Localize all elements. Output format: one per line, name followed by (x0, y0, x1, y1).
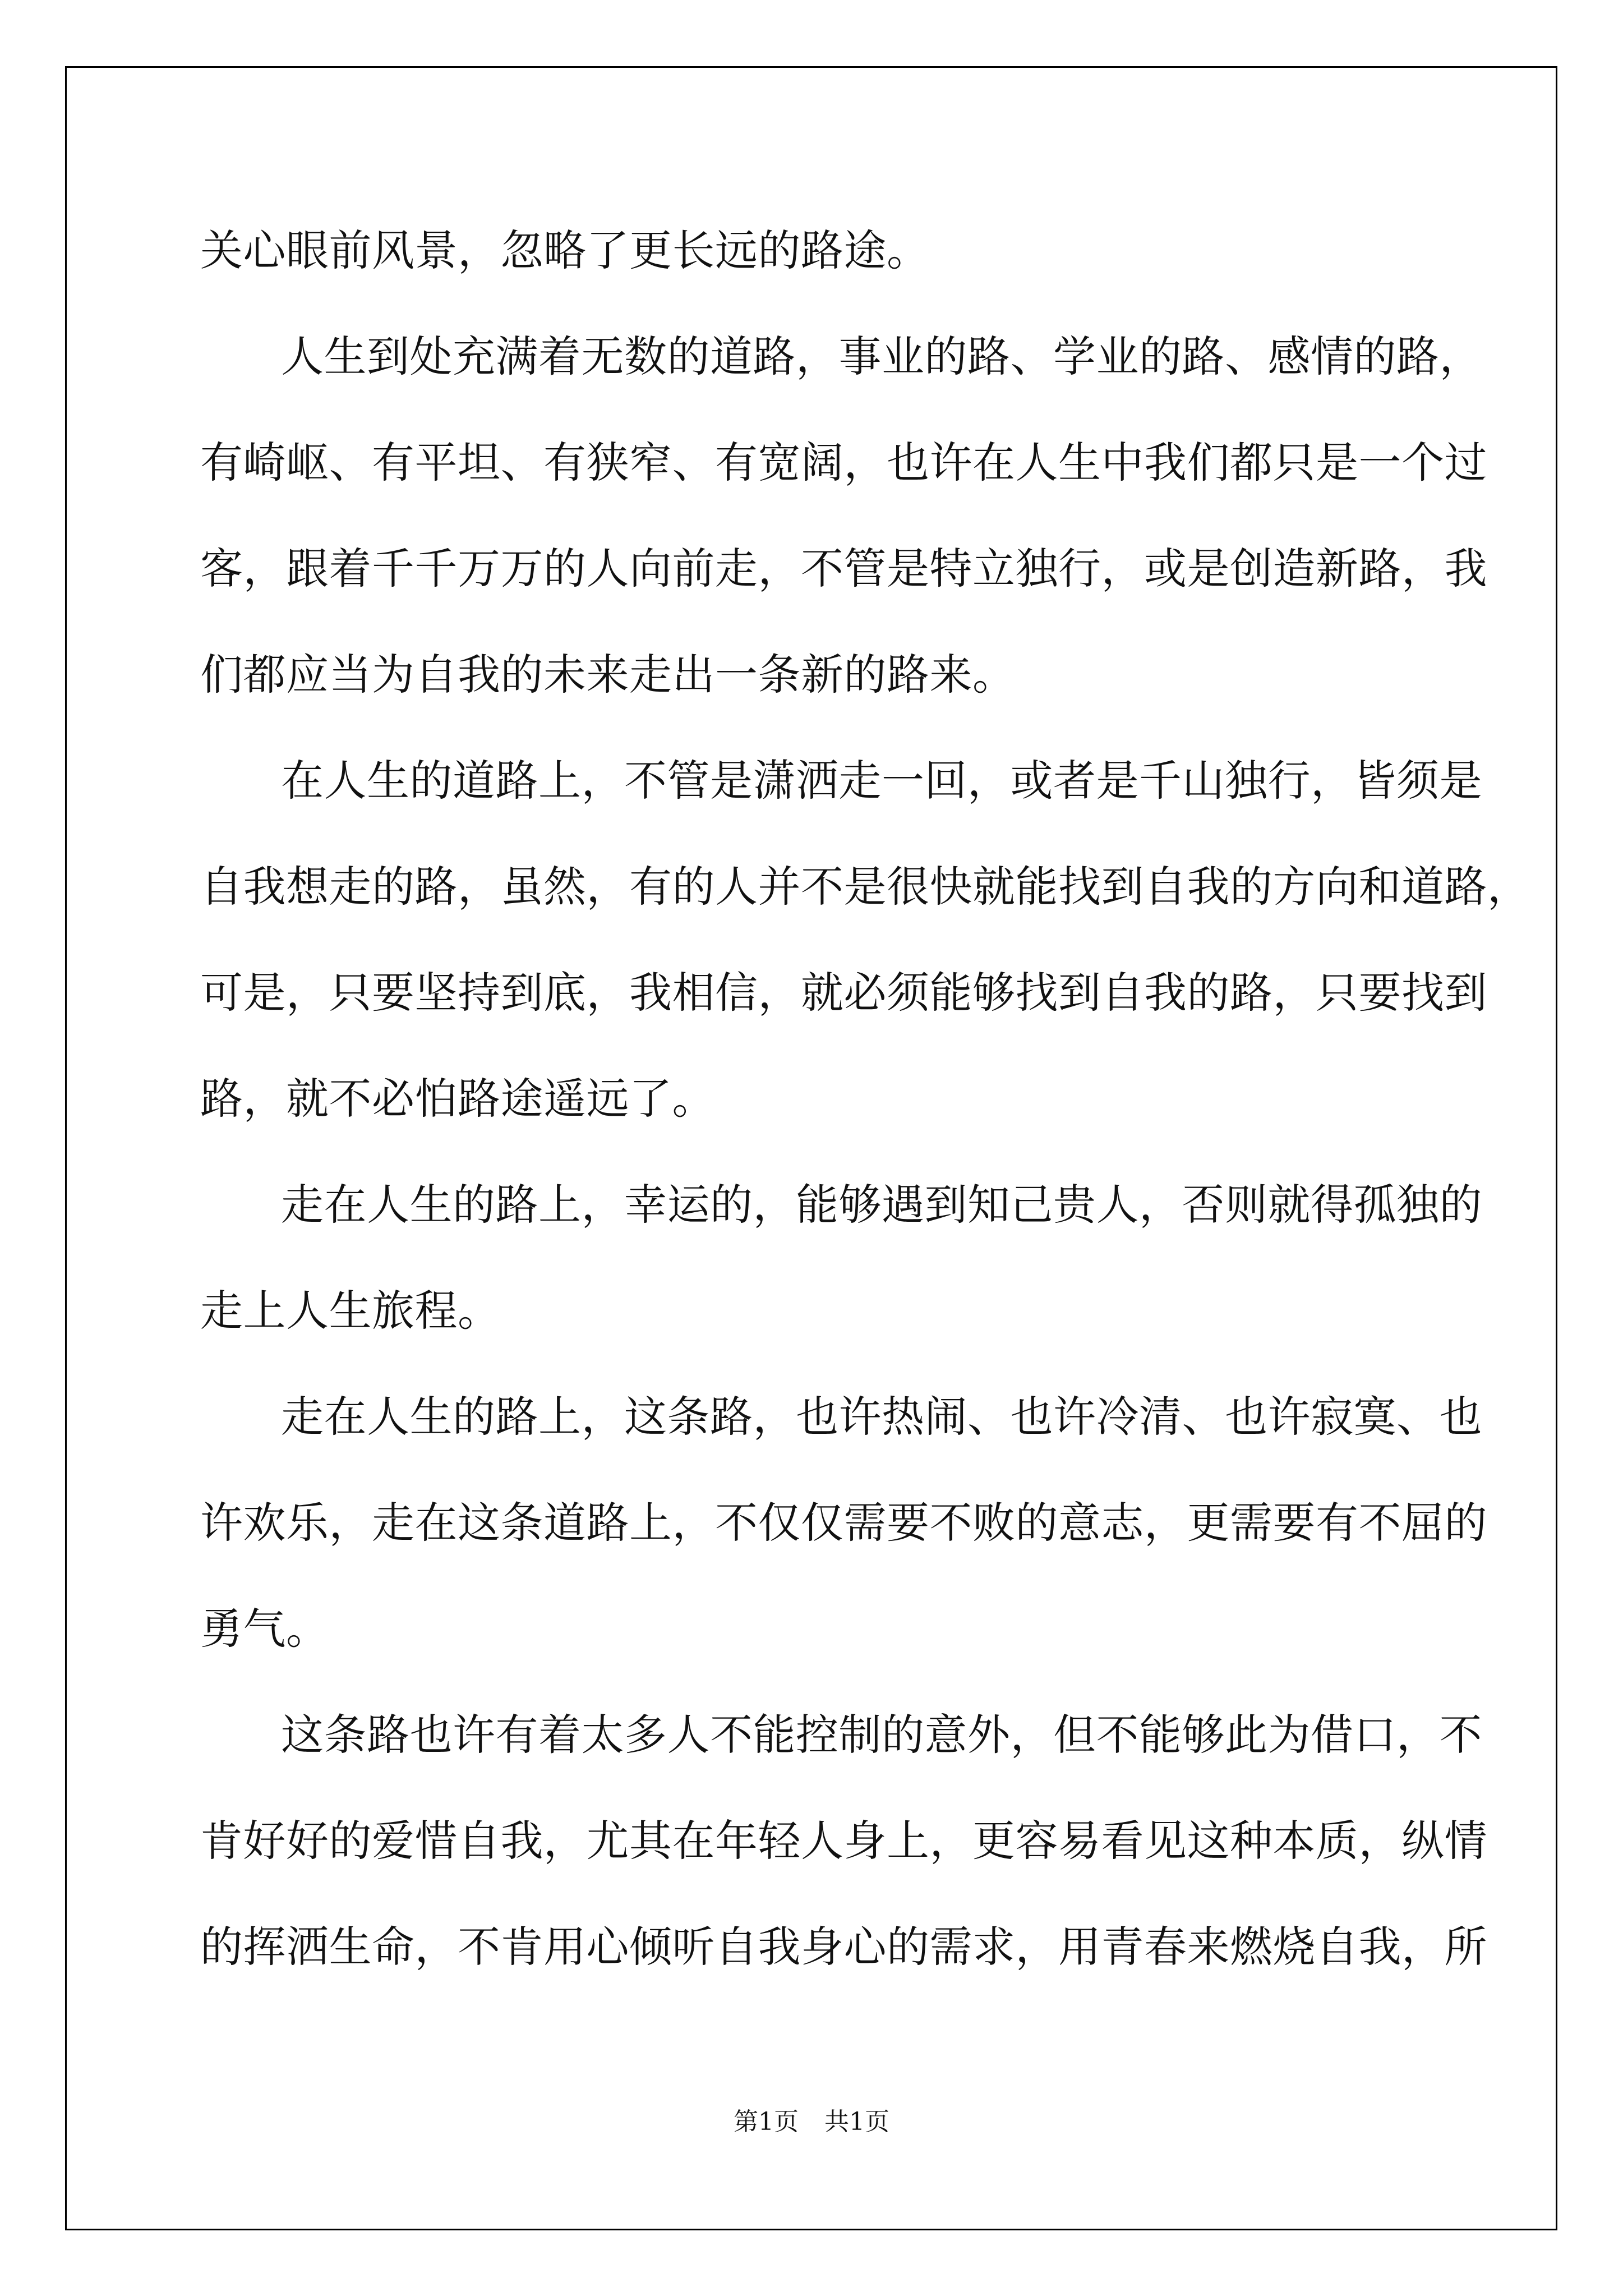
text-line: 有崎岖、有平坦、有狭窄、有宽阔，也许在人生中我们都只是一个过 (200, 438, 1487, 487)
text-line: 人生到处充满着无数的道路，事业的路、学业的路、感情的路， (281, 332, 1482, 381)
text-line: 这条路也许有着太多人不能控制的意外，但不能够此为借口，不 (281, 1710, 1482, 1760)
text-line: 的挥洒生命，不肯用心倾听自我身心的需求，用青春来燃烧自我，所 (200, 1922, 1487, 1972)
text-line: 路，就不必怕路途遥远了。 (200, 1074, 715, 1124)
text-line: 自我想走的路，虽然，有的人并不是很快就能找到自我的方向和道路， (200, 862, 1530, 912)
text-line: 肯好好的爱惜自我，尤其在年轻人身上，更容易看见这种本质，纵情 (200, 1816, 1487, 1866)
page-footer (0, 2101, 1623, 2137)
text-line: 勇气。 (200, 1604, 329, 1654)
document-body (200, 197, 1530, 2000)
text-line: 们都应当为自我的未来走出一条新的路来。 (200, 650, 1016, 700)
text-line: 走在人生的路上，这条路，也许热闹、也许冷清、也许寂寞、也 (281, 1392, 1482, 1442)
text-line: 关心眼前风景，忽略了更长远的路途。 (200, 226, 930, 275)
text-line: 客，跟着千千万万的人向前走，不管是特立独行，或是创造新路，我 (200, 544, 1487, 593)
text-line: 走上人生旅程。 (200, 1286, 501, 1336)
text-line: 在人生的道路上，不管是潇洒走一回，或者是千山独行，皆须是 (281, 756, 1482, 806)
text-line: 走在人生的路上，幸运的，能够遇到知己贵人，否则就得孤独的 (281, 1180, 1482, 1230)
text-line: 可是，只要坚持到底，我相信，就必须能够找到自我的路，只要找到 (200, 968, 1487, 1018)
page-number: 第1页 (734, 2108, 799, 2136)
page-total: 共1页 (824, 2108, 889, 2136)
text-line: 许欢乐，走在这条道路上，不仅仅需要不败的意志，更需要有不屈的 (200, 1498, 1487, 1548)
